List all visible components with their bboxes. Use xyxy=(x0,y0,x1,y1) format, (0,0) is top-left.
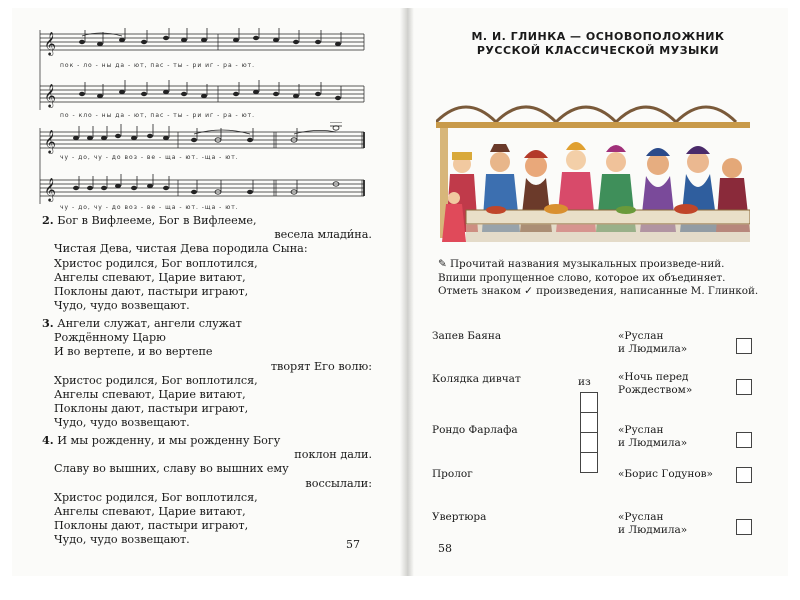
opera-line: «Руслан xyxy=(618,511,664,523)
right-page xyxy=(408,8,788,576)
verse-number: 3. xyxy=(42,316,54,330)
letter-cell[interactable] xyxy=(580,432,598,452)
title-line-2: РУССКОЙ КЛАССИЧЕСКОЙ МУЗЫКИ xyxy=(476,44,720,57)
verse-line: Ангелы спевают, Царие витают, xyxy=(54,388,246,402)
instruction-text: Прочитай названия музыкальных произведе-ний. Впиши пропущенное слово, которое их объединяет. Отметь знаком ✓ произведения, написанные М. Глинкой. xyxy=(438,258,759,297)
svg-text:𝄞: 𝄞 xyxy=(44,31,56,55)
check-box[interactable] xyxy=(736,467,752,483)
lyric-system1-bottom: по - кло - ны да - ют, пас - ты - ри иг - ра - ют. xyxy=(60,112,256,119)
page-number-right: 58 xyxy=(438,542,452,555)
verse-number: 4. xyxy=(42,433,54,447)
svg-text:𝄞: 𝄞 xyxy=(44,129,56,153)
task-instruction xyxy=(438,258,760,299)
verse-line: Ангелы спевают, Царие витают, xyxy=(54,505,246,519)
opera-line: «Руслан xyxy=(618,424,664,436)
music-system-2 xyxy=(38,122,368,214)
left-page xyxy=(12,8,404,576)
verse-number: 2. xyxy=(42,213,54,227)
opera-name xyxy=(618,371,692,397)
verse-line: поклон дали. xyxy=(294,448,372,462)
opera-name xyxy=(618,424,687,450)
verse-line: Христос родился, Бог воплотился, xyxy=(54,256,258,270)
opera-name xyxy=(618,511,687,537)
lyric-system2-top: чу - до, чу - до воз - ве - ща - ют. -ща - ют. xyxy=(60,154,239,161)
music-system-1 xyxy=(38,28,368,120)
check-box[interactable] xyxy=(736,432,752,448)
opera-name xyxy=(618,468,713,481)
verse-line: Поклоны дают, пастыри играют, xyxy=(54,519,249,533)
verse-line: И мы рожденну, и мы рожденну Богу xyxy=(57,434,281,447)
verse-line: Поклоны дают, пастыри играют, xyxy=(54,402,249,416)
svg-text:𝄞: 𝄞 xyxy=(44,177,56,201)
verse-line: Христос родился, Бог воплотился, xyxy=(54,373,258,387)
opera-line: «Ночь перед xyxy=(618,371,689,383)
verse-line: Чудо, чудо возвещают. xyxy=(54,533,190,547)
verse-line: Ангелы спевают, Царие витают, xyxy=(54,270,246,284)
verse-line: Чудо, чудо возвещают. xyxy=(54,416,190,430)
missing-word-cells xyxy=(580,392,596,473)
verse-line: Чистая Дева, чистая Дева породила Сына: xyxy=(54,242,308,256)
verse-line: Чудо, чудо возвещают. xyxy=(54,299,190,313)
lyric-system1-top: пок - ло - ны да - ют, пас - ты - ри иг - ра - ют. xyxy=(60,62,256,69)
opera-name xyxy=(618,330,687,356)
piece-name: Пролог xyxy=(432,468,473,480)
verse-line: творят Его волю: xyxy=(270,359,372,373)
book-spread xyxy=(12,8,788,576)
verse-line: воссылали: xyxy=(305,476,372,490)
piece-name: Колядка дивчат xyxy=(432,373,521,385)
check-box[interactable] xyxy=(736,519,752,535)
title-line-1: М. И. ГЛИНКА — ОСНОВОПОЛОЖНИК xyxy=(471,30,725,43)
opera-line: Рождеством» xyxy=(618,384,693,396)
svg-text:𝄞: 𝄞 xyxy=(44,83,56,107)
page-title xyxy=(408,30,788,58)
letter-cell[interactable] xyxy=(580,392,598,412)
verse-line: Ангели служат, ангели служат xyxy=(57,317,242,330)
piece-name: Рондо Фарлафа xyxy=(432,424,518,436)
opera-line: и Людмила» xyxy=(618,524,688,536)
verse-line: Рождённому Царю xyxy=(54,331,166,345)
piece-name: Увертюра xyxy=(432,511,487,523)
opera-line: и Людмила» xyxy=(618,343,688,355)
piece-name: Запев Баяна xyxy=(432,330,502,342)
page-number-left: 57 xyxy=(346,538,360,551)
verse-line: Поклоны дают, пастыри играют, xyxy=(54,285,249,299)
verse-line: Славу во вышних, славу во вышних ему xyxy=(54,462,289,476)
letter-cell[interactable] xyxy=(580,412,598,432)
check-box[interactable] xyxy=(736,379,752,395)
opera-line: «Борис Годунов» xyxy=(618,468,713,480)
opera-line: и Людмила» xyxy=(618,437,688,449)
verse-line: Христос родился, Бог воплотился, xyxy=(54,490,258,504)
verse-line: весела млади́на. xyxy=(274,228,372,242)
letter-cell[interactable] xyxy=(580,452,598,473)
verse-4 xyxy=(42,433,372,548)
verse-3 xyxy=(42,316,372,431)
check-box[interactable] xyxy=(736,338,752,354)
iz-label: из xyxy=(578,376,591,388)
feast-illustration xyxy=(436,82,750,252)
verse-line: Бог в Вифлееме, Бог в Вифлееме, xyxy=(57,214,257,227)
opera-line: «Руслан xyxy=(618,330,664,342)
verse-2 xyxy=(42,213,372,313)
lyric-system2-bottom: чу - до, чу - до воз - ве - ща - ют. -ща - ют. xyxy=(60,204,239,211)
pencil-icon: ✎ xyxy=(438,258,447,270)
verse-line: И во вертепе, и во вертепе xyxy=(54,345,213,359)
